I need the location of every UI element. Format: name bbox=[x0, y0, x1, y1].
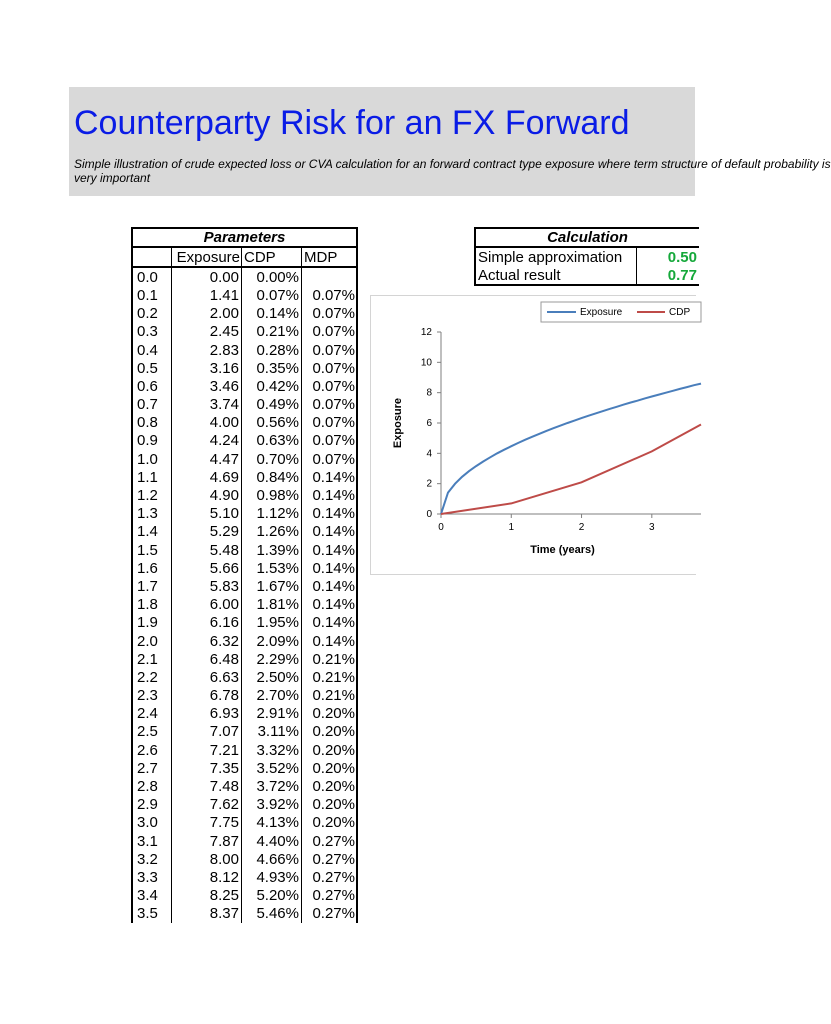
cdp-cell[interactable]: 1.26% bbox=[242, 523, 302, 541]
x-tick-label: 2 bbox=[578, 522, 585, 533]
time-cell[interactable]: 1.7 bbox=[132, 577, 172, 595]
mdp-cell[interactable]: 0.14% bbox=[302, 486, 358, 504]
table-row bbox=[132, 650, 357, 668]
table-row bbox=[132, 505, 357, 523]
time-cell[interactable]: 3.1 bbox=[132, 832, 172, 850]
cdp-cell[interactable]: 0.49% bbox=[242, 396, 302, 414]
cdp-cell[interactable]: 3.11% bbox=[242, 723, 302, 741]
cdp-cell[interactable]: 0.14% bbox=[242, 305, 302, 323]
cdp-cell[interactable]: 0.56% bbox=[242, 414, 302, 432]
y-axis-label: Exposure bbox=[392, 397, 404, 449]
cdp-cell[interactable]: 4.40% bbox=[242, 832, 302, 850]
parameters-caption: Parameters bbox=[132, 228, 357, 247]
cdp-cell[interactable]: 1.53% bbox=[242, 559, 302, 577]
cdp-cell[interactable]: 2.09% bbox=[242, 632, 302, 650]
table-row bbox=[132, 523, 357, 541]
mdp-cell[interactable]: 0.07% bbox=[302, 359, 358, 377]
time-cell[interactable]: 0.1 bbox=[132, 286, 172, 304]
mdp-cell[interactable]: 0.20% bbox=[302, 705, 358, 723]
time-cell[interactable]: 1.3 bbox=[132, 505, 172, 523]
cdp-cell[interactable]: 3.72% bbox=[242, 777, 302, 795]
exposure-cell[interactable]: 6.63 bbox=[209, 668, 239, 686]
subtitle-line-2: very important bbox=[74, 171, 151, 185]
table-row bbox=[132, 286, 357, 304]
y-tick-label: 8 bbox=[426, 387, 432, 399]
table-row bbox=[132, 267, 357, 286]
header-banner bbox=[69, 87, 831, 196]
exposure-cell[interactable]: 7.75 bbox=[209, 814, 239, 832]
column-header-exposure[interactable]: Exposure bbox=[172, 247, 242, 267]
time-cell[interactable]: 2.2 bbox=[132, 668, 172, 686]
mdp-cell[interactable]: 0.14% bbox=[302, 596, 358, 614]
exposure-cell[interactable]: 3.74 bbox=[209, 396, 239, 414]
parameters-header-row bbox=[132, 247, 357, 267]
table-row bbox=[132, 777, 357, 795]
time-cell[interactable]: 2.3 bbox=[132, 687, 172, 705]
time-cell[interactable]: 0.9 bbox=[132, 432, 172, 450]
cdp-cell[interactable]: 0.84% bbox=[242, 468, 302, 486]
time-cell[interactable]: 0.0 bbox=[132, 267, 172, 286]
exposure-cell[interactable]: 3.46 bbox=[209, 377, 239, 395]
exposure-cell[interactable]: 6.32 bbox=[209, 632, 239, 650]
column-header-mdp[interactable]: MDP bbox=[302, 247, 358, 267]
mdp-cell[interactable]: 0.21% bbox=[302, 650, 358, 668]
parameters-table bbox=[131, 227, 358, 923]
time-cell[interactable]: 0.5 bbox=[132, 359, 172, 377]
x-tick-label: 1 bbox=[508, 522, 515, 533]
table-row bbox=[132, 814, 357, 832]
table-row bbox=[132, 450, 357, 468]
mdp-cell[interactable]: 0.07% bbox=[302, 432, 358, 450]
mdp-cell[interactable]: 0.20% bbox=[302, 796, 358, 814]
mdp-cell[interactable]: 0.20% bbox=[302, 741, 358, 759]
mdp-cell[interactable]: 0.14% bbox=[302, 614, 358, 632]
actual-result-value[interactable]: 0.77 bbox=[637, 266, 700, 285]
exposure-cell[interactable]: 5.48 bbox=[209, 541, 239, 559]
table-row bbox=[132, 741, 357, 759]
cdp-cell[interactable]: 0.63% bbox=[242, 432, 302, 450]
exposure-cell[interactable]: 7.62 bbox=[209, 796, 239, 814]
actual-result-label[interactable]: Actual result bbox=[475, 266, 637, 285]
exposure-cell[interactable]: 8.12 bbox=[209, 868, 239, 886]
y-tick-label: 2 bbox=[426, 478, 432, 490]
table-row bbox=[132, 614, 357, 632]
cdp-cell[interactable]: 4.66% bbox=[242, 850, 302, 868]
table-row bbox=[132, 577, 357, 595]
mdp-cell[interactable]: 0.14% bbox=[302, 541, 358, 559]
cdp-cell[interactable]: 2.29% bbox=[242, 650, 302, 668]
table-row bbox=[132, 541, 357, 559]
cdp-cell[interactable]: 0.98% bbox=[242, 486, 302, 504]
time-cell[interactable]: 0.3 bbox=[132, 323, 172, 341]
time-cell[interactable]: 1.8 bbox=[132, 596, 172, 614]
exposure-cell[interactable]: 5.10 bbox=[209, 505, 239, 523]
exposure-cell[interactable]: 5.29 bbox=[209, 523, 239, 541]
table-row bbox=[132, 468, 357, 486]
time-cell[interactable]: 2.4 bbox=[132, 705, 172, 723]
table-row bbox=[132, 668, 357, 686]
cdp-cell[interactable]: 0.35% bbox=[242, 359, 302, 377]
table-row bbox=[132, 759, 357, 777]
y-tick-label: 0 bbox=[426, 509, 432, 520]
cdp-cell[interactable]: 2.70% bbox=[242, 687, 302, 705]
series-line-exposure bbox=[441, 384, 701, 514]
time-cell[interactable]: 2.1 bbox=[132, 650, 172, 668]
mdp-cell[interactable]: 0.20% bbox=[302, 723, 358, 741]
mdp-cell[interactable]: 0.14% bbox=[302, 468, 358, 486]
column-header-time[interactable] bbox=[132, 247, 172, 267]
cdp-cell[interactable]: 0.07% bbox=[242, 286, 302, 304]
table-row bbox=[132, 632, 357, 650]
legend-exposure-label: Exposure bbox=[580, 307, 623, 318]
y-tick-label: 6 bbox=[426, 418, 432, 429]
column-header-cdp[interactable]: CDP bbox=[242, 247, 302, 267]
mdp-cell[interactable]: 0.14% bbox=[302, 505, 358, 523]
table-row bbox=[132, 486, 357, 504]
time-cell[interactable]: 1.9 bbox=[132, 614, 172, 632]
exposure-cell[interactable]: 4.00 bbox=[209, 414, 239, 432]
exposure-cell[interactable]: 8.00 bbox=[209, 850, 239, 868]
time-cell[interactable]: 3.0 bbox=[132, 814, 172, 832]
time-cell[interactable]: 1.2 bbox=[132, 486, 172, 504]
table-row bbox=[132, 341, 357, 359]
exposure-cell[interactable]: 8.25 bbox=[209, 887, 239, 905]
calculation-row bbox=[475, 247, 699, 266]
time-cell[interactable]: 2.9 bbox=[132, 796, 172, 814]
time-cell[interactable]: 1.6 bbox=[132, 559, 172, 577]
cdp-cell[interactable]: 1.39% bbox=[242, 541, 302, 559]
table-row bbox=[132, 305, 357, 323]
calculation-row bbox=[475, 266, 699, 285]
mdp-cell[interactable]: 0.14% bbox=[302, 577, 358, 595]
mdp-cell[interactable]: 0.21% bbox=[302, 668, 358, 686]
time-cell[interactable]: 0.2 bbox=[132, 305, 172, 323]
cdp-cell[interactable]: 3.92% bbox=[242, 796, 302, 814]
table-row bbox=[132, 359, 357, 377]
cdp-cell[interactable]: 0.21% bbox=[242, 323, 302, 341]
exposure-cell[interactable]: 5.83 bbox=[209, 577, 239, 595]
mdp-cell[interactable]: 0.27% bbox=[302, 832, 358, 850]
cdp-cell[interactable]: 1.12% bbox=[242, 505, 302, 523]
exposure-cell[interactable]: 6.48 bbox=[209, 650, 239, 668]
mdp-cell[interactable]: 0.07% bbox=[302, 396, 358, 414]
y-tick-label: 10 bbox=[420, 357, 432, 369]
table-row bbox=[132, 396, 357, 414]
table-row bbox=[132, 868, 357, 886]
cdp-cell[interactable]: 2.91% bbox=[242, 705, 302, 723]
mdp-cell[interactable]: 0.20% bbox=[302, 759, 358, 777]
simple-approximation-value[interactable]: 0.50 bbox=[637, 247, 700, 266]
exposure-cell[interactable]: 6.16 bbox=[209, 614, 239, 632]
table-row bbox=[132, 432, 357, 450]
exposure-chart[interactable] bbox=[370, 295, 696, 575]
series-line-cdp bbox=[441, 425, 701, 515]
time-cell[interactable]: 1.5 bbox=[132, 541, 172, 559]
y-tick-label: 12 bbox=[420, 327, 432, 338]
exposure-cell[interactable]: 7.07 bbox=[209, 723, 239, 741]
mdp-cell[interactable]: 0.07% bbox=[302, 305, 358, 323]
exposure-cell[interactable]: 6.78 bbox=[209, 687, 239, 705]
calculation-table bbox=[474, 227, 699, 286]
subtitle-line-1: Simple illustration of crude expected loss or CVA calculation for an forward contract type exposure where term structure of default probability is bbox=[74, 157, 831, 171]
exposure-cell[interactable]: 2.00 bbox=[209, 305, 239, 323]
cdp-cell[interactable]: 4.93% bbox=[242, 868, 302, 886]
time-cell[interactable]: 2.8 bbox=[132, 777, 172, 795]
time-cell[interactable]: 1.4 bbox=[132, 523, 172, 541]
time-cell[interactable]: 2.0 bbox=[132, 632, 172, 650]
mdp-cell[interactable]: 0.27% bbox=[302, 887, 358, 905]
calculation-caption: Calculation bbox=[475, 228, 699, 247]
exposure-cell[interactable]: 4.24 bbox=[209, 432, 239, 450]
exposure-cell[interactable]: 4.47 bbox=[209, 450, 239, 468]
simple-approximation-label[interactable]: Simple approximation bbox=[475, 247, 637, 266]
cdp-cell[interactable]: 5.46% bbox=[242, 905, 302, 923]
exposure-cell[interactable]: 2.45 bbox=[209, 323, 239, 341]
x-tick-label: 3 bbox=[649, 522, 655, 533]
table-row bbox=[132, 832, 357, 850]
exposure-cell[interactable]: 7.87 bbox=[209, 832, 239, 850]
table-row bbox=[132, 596, 357, 614]
exposure-cell[interactable]: 1.41 bbox=[209, 286, 239, 304]
table-row bbox=[132, 796, 357, 814]
time-cell[interactable]: 3.4 bbox=[132, 887, 172, 905]
time-cell[interactable]: 3.5 bbox=[132, 905, 172, 923]
mdp-cell[interactable]: 0.14% bbox=[302, 559, 358, 577]
time-cell[interactable]: 0.4 bbox=[132, 341, 172, 359]
mdp-cell[interactable]: 0.20% bbox=[302, 814, 358, 832]
y-tick-label: 4 bbox=[426, 448, 432, 460]
time-cell[interactable]: 2.7 bbox=[132, 759, 172, 777]
table-row bbox=[132, 414, 357, 432]
mdp-cell[interactable]: 0.07% bbox=[302, 377, 358, 395]
mdp-cell[interactable] bbox=[302, 267, 358, 286]
exposure-cell[interactable]: 7.35 bbox=[209, 759, 239, 777]
chart-svg bbox=[371, 296, 696, 574]
cdp-cell[interactable]: 3.52% bbox=[242, 759, 302, 777]
cdp-cell[interactable]: 5.20% bbox=[242, 887, 302, 905]
x-tick-label: 0 bbox=[438, 522, 444, 533]
mdp-cell[interactable]: 0.07% bbox=[302, 286, 358, 304]
x-axis-label: Time (years) bbox=[530, 544, 595, 556]
time-cell[interactable]: 3.2 bbox=[132, 850, 172, 868]
exposure-cell[interactable]: 6.93 bbox=[209, 705, 239, 723]
exposure-cell[interactable]: 4.69 bbox=[209, 468, 239, 486]
exposure-cell[interactable]: 2.83 bbox=[209, 341, 239, 359]
time-cell[interactable]: 0.8 bbox=[132, 414, 172, 432]
mdp-cell[interactable]: 0.07% bbox=[302, 341, 358, 359]
exposure-cell[interactable]: 3.16 bbox=[209, 359, 239, 377]
mdp-cell[interactable]: 0.07% bbox=[302, 414, 358, 432]
exposure-cell[interactable]: 5.66 bbox=[209, 559, 239, 577]
mdp-cell[interactable]: 0.27% bbox=[302, 850, 358, 868]
cdp-cell[interactable]: 1.81% bbox=[242, 596, 302, 614]
cdp-cell[interactable]: 0.42% bbox=[242, 377, 302, 395]
cdp-cell[interactable]: 0.00% bbox=[242, 267, 302, 286]
time-cell[interactable]: 0.6 bbox=[132, 377, 172, 395]
cdp-cell[interactable]: 1.95% bbox=[242, 614, 302, 632]
exposure-cell[interactable]: 7.21 bbox=[209, 741, 239, 759]
table-row bbox=[132, 723, 357, 741]
legend-cdp-label: CDP bbox=[669, 307, 691, 318]
cdp-cell[interactable]: 0.70% bbox=[242, 450, 302, 468]
mdp-cell[interactable]: 0.20% bbox=[302, 777, 358, 795]
mdp-cell[interactable]: 0.14% bbox=[302, 632, 358, 650]
table-row bbox=[132, 905, 357, 923]
exposure-cell[interactable]: 8.37 bbox=[209, 905, 239, 923]
table-row bbox=[132, 323, 357, 341]
table-row bbox=[132, 850, 357, 868]
mdp-cell[interactable]: 0.14% bbox=[302, 523, 358, 541]
time-cell[interactable]: 2.5 bbox=[132, 723, 172, 741]
time-cell[interactable]: 2.6 bbox=[132, 741, 172, 759]
time-cell[interactable]: 1.1 bbox=[132, 468, 172, 486]
page-title: Counterparty Risk for an FX Forward bbox=[74, 104, 630, 142]
cdp-cell[interactable]: 2.50% bbox=[242, 668, 302, 686]
exposure-cell[interactable]: 4.90 bbox=[209, 487, 239, 505]
exposure-cell[interactable]: 7.48 bbox=[209, 778, 239, 796]
table-row bbox=[132, 377, 357, 395]
cdp-cell[interactable]: 1.67% bbox=[242, 577, 302, 595]
mdp-cell[interactable]: 0.07% bbox=[302, 323, 358, 341]
cdp-cell[interactable]: 0.28% bbox=[242, 341, 302, 359]
time-cell[interactable]: 0.7 bbox=[132, 396, 172, 414]
page-subtitle bbox=[74, 157, 831, 185]
table-row bbox=[132, 887, 357, 905]
time-cell[interactable]: 3.3 bbox=[132, 868, 172, 886]
cdp-cell[interactable]: 4.13% bbox=[242, 814, 302, 832]
table-row bbox=[132, 687, 357, 705]
mdp-cell[interactable]: 0.27% bbox=[302, 905, 358, 923]
cdp-cell[interactable]: 3.32% bbox=[242, 741, 302, 759]
mdp-cell[interactable]: 0.07% bbox=[302, 450, 358, 468]
table-row bbox=[132, 559, 357, 577]
mdp-cell[interactable]: 0.21% bbox=[302, 687, 358, 705]
exposure-cell[interactable]: 6.00 bbox=[209, 596, 239, 614]
table-row bbox=[132, 705, 357, 723]
mdp-cell[interactable]: 0.27% bbox=[302, 868, 358, 886]
time-cell[interactable]: 1.0 bbox=[132, 450, 172, 468]
exposure-cell[interactable]: 0.00 bbox=[209, 268, 239, 286]
